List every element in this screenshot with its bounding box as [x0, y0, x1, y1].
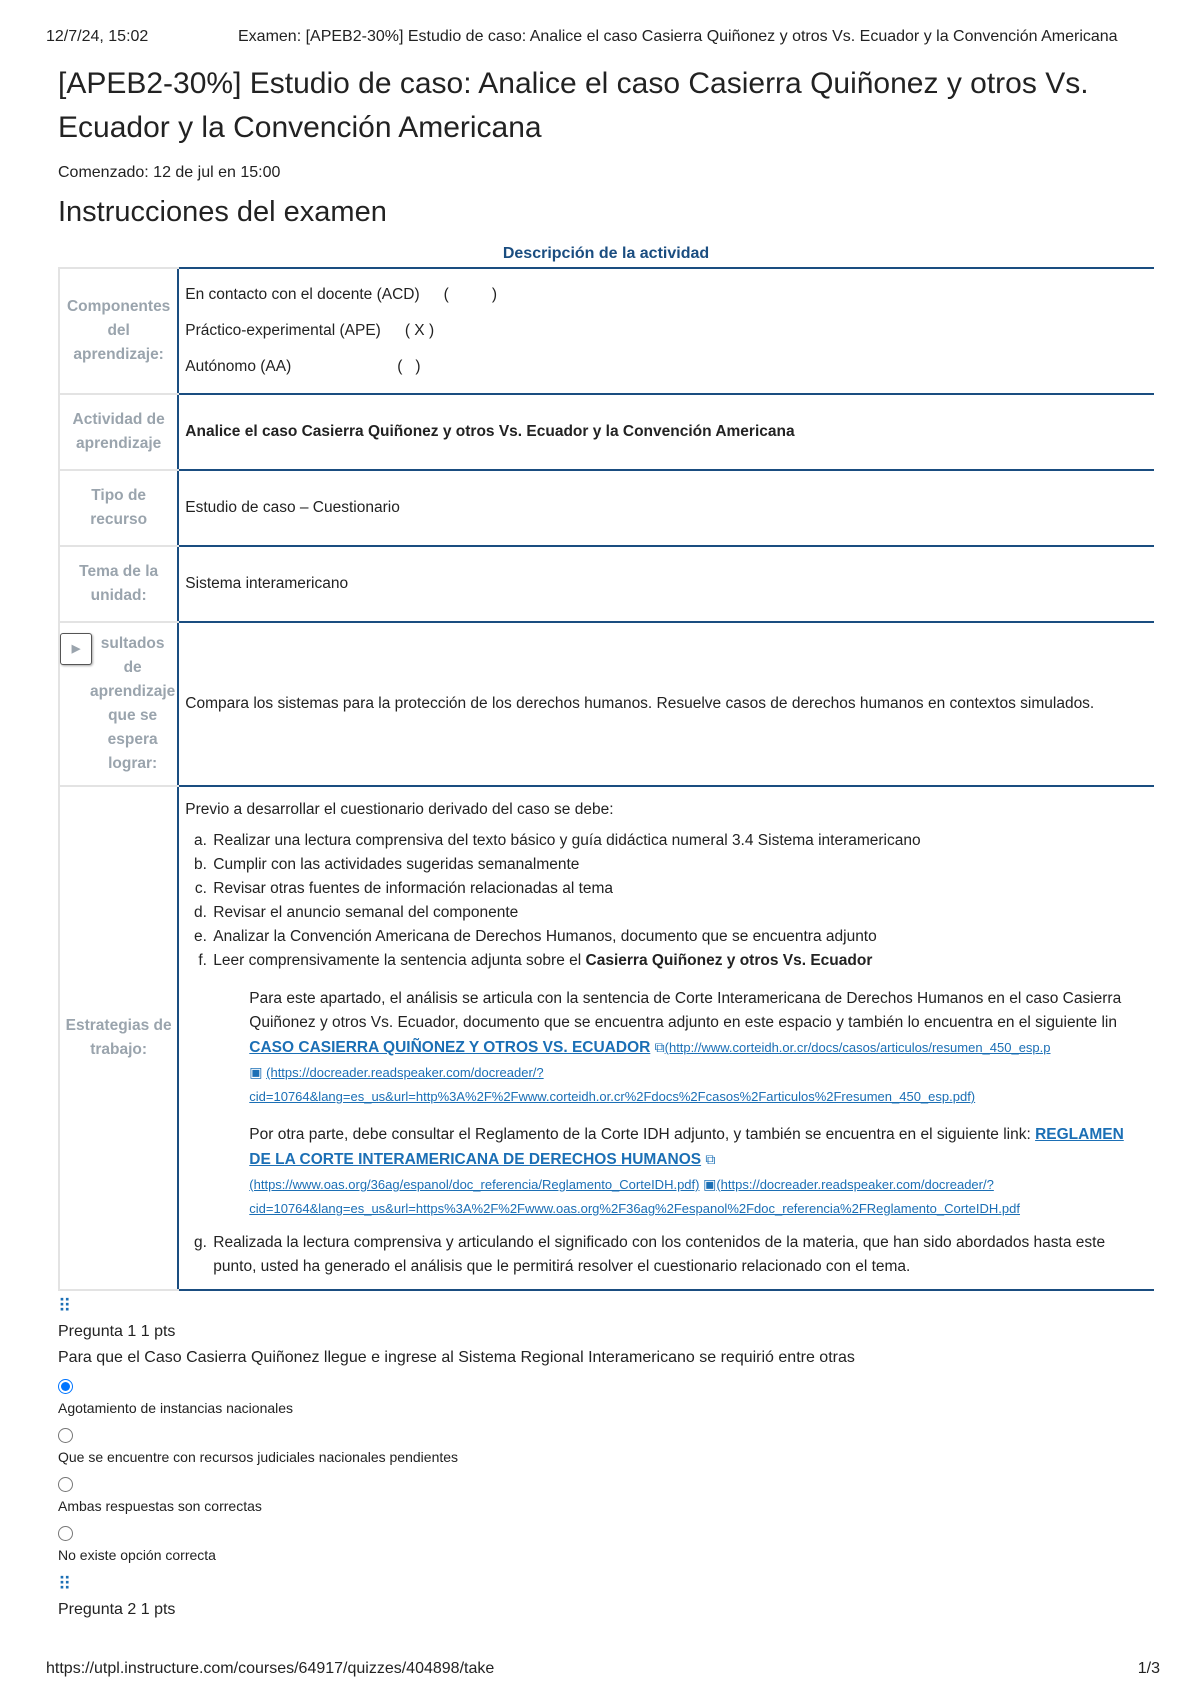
component-acd: En contacto con el docente (ACD) ( ): [185, 286, 498, 303]
print-url: https://utpl.instructure.com/courses/64917/quizzes/404898/take: [46, 1660, 495, 1677]
table-row-activity: [59, 394, 1154, 470]
answer-option[interactable]: Ambas respuestas son correctas: [58, 1477, 1154, 1514]
case-link[interactable]: CASO CASIERRA QUIÑONEZ Y OTROS VS. ECUADOR: [249, 1039, 651, 1056]
answer-radio[interactable]: [58, 1526, 73, 1541]
list-item: d. Revisar el anuncio semanal del componente: [211, 901, 1148, 925]
answer-radio[interactable]: [58, 1477, 73, 1492]
strategies-value: [178, 786, 1154, 1290]
activity-description-table: [58, 267, 1154, 1291]
regulation-reader-link[interactable]: (https://docreader.readspeaker.com/docreader/?: [716, 1177, 994, 1192]
table-row-resource: [59, 470, 1154, 546]
readspeaker-icon[interactable]: ▣: [703, 1176, 717, 1192]
answer-option[interactable]: No existe opción correcta: [58, 1526, 1154, 1563]
activity-label: Actividad de aprendizaje: [59, 394, 178, 470]
table-row-components: [59, 268, 1154, 394]
components-label: Componentes del aprendizaje:: [59, 268, 178, 394]
question-header: Pregunta 1 1 pts: [58, 1323, 176, 1340]
component-ape: Práctico-experimental (APE) ( X ): [185, 322, 435, 339]
drag-handle-icon[interactable]: ⠿: [58, 1296, 72, 1316]
print-page-number: 1/3: [1137, 1660, 1160, 1677]
external-link-icon: ⧉: [654, 1039, 665, 1055]
list-item: g. Realizada la lectura comprensiva y articulando el significado con los contenidos de la materia, que han sido abordados hasta este punto, usted ha generado el análisis que le permitirá resolver el cuestionario relacionado con el tema.: [211, 1231, 1148, 1279]
answer-radio[interactable]: [58, 1379, 73, 1394]
list-item: c. Revisar otras fuentes de información relacionadas al tema: [211, 877, 1148, 901]
list-item: e. Analizar la Convención Americana de Derechos Humanos, documento que se encuentra adjunto: [211, 925, 1148, 949]
question-text: Para que el Caso Casierra Quiñonez llegue e ingrese al Sistema Regional Interamericano se requirió entre otras: [58, 1349, 855, 1366]
components-value: [178, 268, 1154, 394]
regulation-link-cont[interactable]: DE LA CORTE INTERAMERICANA DE DERECHOS HUMANOS: [249, 1151, 702, 1168]
drag-handle-icon[interactable]: ⠿: [58, 1574, 72, 1594]
resource-type-value: Estudio de caso – Cuestionario: [178, 470, 1154, 546]
case-url-link[interactable]: (http://www.corteidh.or.cr/docs/casos/articulos/resumen_450_esp.p: [664, 1040, 1051, 1055]
outcomes-value: Compara los sistemas para la protección de los derechos humanos. Resuelve casos de derechos humanos en contextos simulados.: [178, 622, 1154, 786]
started-timestamp: Comenzado: 12 de jul en 15:00: [58, 164, 281, 181]
readspeaker-icon[interactable]: ▣: [249, 1064, 263, 1080]
list-item: b. Cumplir con las actividades sugeridas semanalmente: [211, 853, 1148, 877]
answer-option[interactable]: Que se encuentre con recursos judiciales nacionales pendientes: [58, 1428, 1154, 1465]
activity-table-caption: Descripción de la actividad: [502, 245, 710, 262]
table-row-topic: [59, 546, 1154, 622]
external-link-icon: ⧉: [705, 1151, 716, 1167]
question-2-header: Pregunta 2 1 pts: [58, 1601, 176, 1618]
regulation-reader-link-cont[interactable]: cid=10764&lang=es_us&url=https%3A%2F%2Fwww.oas.org%2F36ag%2Fespanol%2Fdoc_referencia%2FReglamento_CorteIDH.pdf: [249, 1201, 1020, 1216]
table-row-outcomes: [59, 622, 1154, 786]
case-reference-block: Para este apartado, el análisis se articula con la sentencia de Corte Interamericana de Derechos Humanos en el caso Casierra Quiñonez y otros Vs. Ecuador, documento que se encuentra adjunto en este espacio y también lo encuentra en el siguiente lin CASO CASIERRA QUIÑONEZ Y OTROS VS. ECUADOR ⧉(http://www.corteidh.or.cr/docs/casos/articulos/resumen_450_esp.p ▣ (https://docreader.readspeaker.com/docreader/? cid=10764&lang=es_us&url=http%3A%2F%2Fwww.corteidh.or.cr%2Fdocs%2Fcasos%2Farticulos%2Fresumen_450_esp.pdf) Por otra parte, debe consultar el Reglamento de la Corte IDH adjunto, y también se encuentra en el siguiente link: REGLAMEN DE LA CORTE INTERAMERICANA DE DERECHOS HUMANOS ⧉ (https://www.oas.org/36ag/espanol/doc_referencia/Reglamento_CorteIDH.pdf) ▣(https://docreader.readspeaker.com/docreader/? cid=10764&lang=es_us&url=https%3A%2F%2Fwww.oas.org%2F36ag%2Fespanol%2Fdoc_referencia%2FReglamento_CorteIDH.pdf: [249, 990, 1124, 1216]
case-reader-link-cont[interactable]: cid=10764&lang=es_us&url=http%3A%2F%2Fwww.corteidh.or.cr%2Fdocs%2Fcasos%2Farticulos%2Fresumen_450_esp.pdf): [249, 1089, 976, 1104]
list-item: a. Realizar una lectura comprensiva del texto básico y guía didáctica numeral 3.4 Sistema interamericano: [211, 829, 1148, 853]
instructions-heading: Instrucciones del examen: [58, 196, 387, 228]
quiz-content: [58, 62, 1154, 1619]
strategies-intro: Previo a desarrollar el cuestionario derivado del caso se debe:: [185, 801, 614, 818]
outcomes-label: sultados de aprendizaje que se espera lograr:: [90, 635, 176, 772]
answer-option[interactable]: Agotamiento de instancias nacionales: [58, 1379, 1154, 1416]
unit-topic-label: Tema de la unidad:: [59, 546, 178, 622]
regulation-url-link[interactable]: (https://www.oas.org/36ag/espanol/doc_referencia/Reglamento_CorteIDH.pdf): [249, 1177, 700, 1192]
page-title: [APEB2-30%] Estudio de caso: Analice el caso Casierra Quiñonez y otros Vs. Ecuador y la Convención Americana: [58, 67, 1089, 144]
resource-type-label: Tipo de recurso: [59, 470, 178, 546]
expand-triangle-icon[interactable]: ▶: [60, 633, 92, 665]
regulation-link[interactable]: REGLAMEN: [1035, 1126, 1124, 1143]
print-date: 12/7/24, 15:02: [46, 28, 149, 45]
print-document-title: Examen: [APEB2-30%] Estudio de caso: Analice el caso Casierra Quiñonez y otros Vs. Ecuador y la Convención Americana: [238, 28, 1118, 45]
unit-topic-value: Sistema interamericano: [178, 546, 1154, 622]
activity-value: Analice el caso Casierra Quiñonez y otros Vs. Ecuador y la Convención Americana: [178, 394, 1154, 470]
component-aa: Autónomo (AA) ( ): [185, 358, 421, 375]
question-1: [58, 1323, 1154, 1563]
list-item: f. Leer comprensivamente la sentencia adjunta sobre el Casierra Quiñonez y otros Vs. Ecuador Para este apartado, el análisis se articula con la sentencia de Corte Interamericana de Derechos Humanos en el caso Casierra Quiñonez y otros Vs. Ecuador, documento que se encuentra adjunto en este espacio y también lo encuentra en el siguiente lin CASO CASIERRA QUIÑONEZ Y OTROS VS. ECUADOR ⧉(http://www.corteidh.or.cr/docs/casos/articulos/resumen_450_esp.p ▣ (https://docreader.readspeaker.com/docreader/? cid=10764&lang=es_us&url=http%3A%2F%2Fwww.corteidh.or.cr%2Fdocs%2Fcasos%2Farticulos%2Fresumen_450_esp.pdf) Por otra parte, debe consultar el Reglamento de la Corte IDH adjunto, y también se encuentra en el siguiente link: REGLAMEN DE LA CORTE INTERAMERICANA DE DERECHOS HUMANOS ⧉ (https://www.oas.org/36ag/espanol/doc_referencia/Reglamento_CorteIDH.pdf) ▣(https://docreader.readspeaker.com/docreader/? cid=10764&lang=es_us&url=https%3A%2F%2Fwww.oas.org%2F36ag%2Fespanol%2Fdoc_referencia%2FReglamento_CorteIDH.pdf: [211, 949, 1148, 1221]
table-row-strategies: [59, 786, 1154, 1290]
strategies-steps-list: [185, 829, 1148, 1279]
case-reader-link[interactable]: (https://docreader.readspeaker.com/docreader/?: [266, 1065, 544, 1080]
answer-radio[interactable]: [58, 1428, 73, 1443]
strategies-label: Estrategias de trabajo:: [59, 786, 178, 1290]
outcomes-label-cell: [59, 622, 178, 786]
